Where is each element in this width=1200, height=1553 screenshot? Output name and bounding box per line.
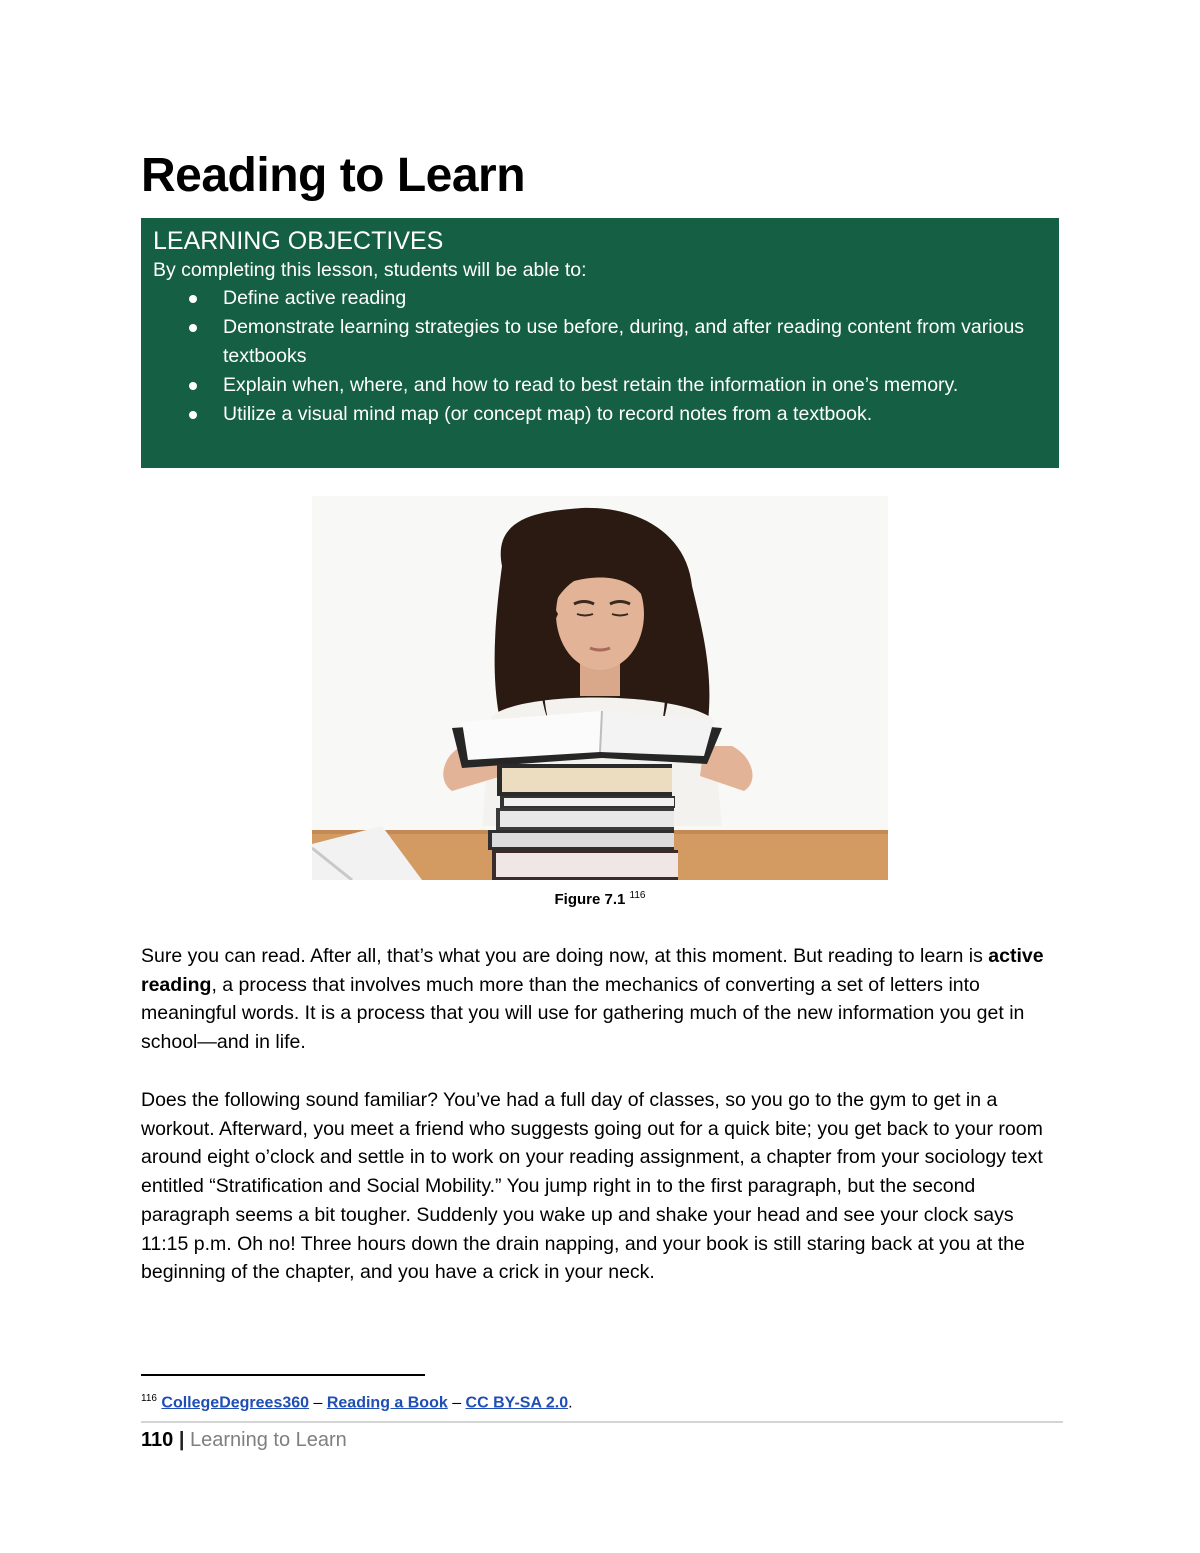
footnote	[141, 1388, 573, 1414]
objective-item: Utilize a visual mind map (or concept map) to record notes from a textbook.	[223, 400, 1047, 429]
footnote-number: 116	[141, 1393, 157, 1404]
objectives-heading: LEARNING OBJECTIVES	[153, 227, 444, 255]
footnote-link-source[interactable]: CollegeDegrees360	[161, 1394, 310, 1412]
p1-text-end: , a process that involves much more than the mechanics of converting a set of letters into meaningful words. It is a process that you will use for gathering much of the new information you get in school—and in life.	[141, 973, 1025, 1054]
page-number: 110	[141, 1429, 174, 1451]
footnote-link-license[interactable]: CC BY-SA 2.0	[465, 1394, 569, 1412]
footnote-dash: –	[309, 1394, 327, 1412]
p1-text-start: Sure you can read. After all, that’s what you are doing now, at this moment. But reading to learn is	[141, 945, 989, 967]
objectives-intro: By completing this lesson, students will be able to:	[153, 259, 587, 281]
footer-divider	[141, 1421, 1063, 1423]
footnote-dash: –	[447, 1394, 466, 1412]
figure-footnote-ref: 116	[629, 890, 646, 901]
body-paragraph-2: Does the following sound familiar? You’ve had a full day of classes, so you go to the gym to get in a workout. Afterward, you meet a friend who suggests going out for a quick bite; you get back to your room around eight o’clock and settle in to work on your reading assignment, a chapter from your sociology text entitled “Stratification and Social Mobility.” You jump right in to the first paragraph, but the second paragraph seems a bit tougher. Suddenly you wake up and shake your head and see your clock says 11:15 p.m. Oh no! Three hours down the drain napping, and your book is still staring back at you at the beginning of the chapter, and you have a crick in your neck.	[141, 1089, 1043, 1284]
objective-item: Explain when, where, and how to read to best retain the information in one’s memory.	[223, 371, 1047, 400]
p1-bold-term: active reading	[141, 945, 1044, 996]
figure-caption-text: Figure 7.1	[554, 891, 626, 908]
figure-image-student-reading	[312, 496, 888, 880]
objectives-list	[153, 284, 1047, 429]
running-title: Learning to Learn	[190, 1429, 347, 1451]
footer-separator: |	[178, 1429, 185, 1451]
page-title: Reading to Learn	[141, 149, 526, 202]
learning-objectives-box	[141, 218, 1059, 468]
page-footer	[141, 1427, 347, 1453]
footnote-separator	[141, 1374, 425, 1376]
objective-item: Demonstrate learning strategies to use before, during, and after reading content from various textbooks	[223, 313, 1047, 371]
objective-item: Define active reading	[223, 284, 1047, 313]
footnote-end: .	[568, 1394, 573, 1412]
student-reading-illustration	[312, 496, 888, 880]
footnote-link-title[interactable]: Reading a Book	[326, 1394, 448, 1412]
figure-caption	[0, 890, 1200, 908]
body-paragraph-1	[141, 942, 1061, 1057]
